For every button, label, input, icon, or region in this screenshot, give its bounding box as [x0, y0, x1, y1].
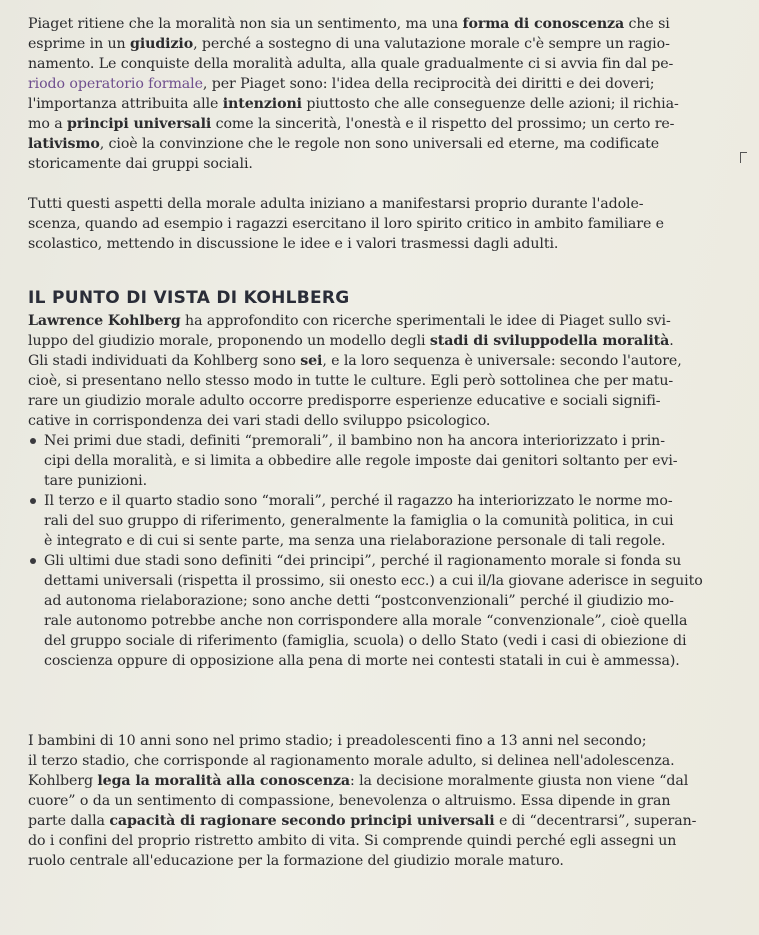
text-line: tare punizioni. [44, 473, 147, 489]
text-line: ruolo centrale all'educazione per la formazione del giudizio morale maturo. [28, 853, 564, 869]
text-line: I bambini di 10 anni sono nel primo stadio; i preadolescenti fino a 13 anni nel secondo; [28, 733, 647, 749]
text-line: il terzo stadio, che corrisponde al ragionamento morale adulto, si delinea nell'adolescenza. [28, 753, 675, 769]
text-line: Nei primi due stadi, definiti “premorali”, il bambino non ha ancora interiorizzato i prin- [44, 433, 665, 449]
text-line: Il terzo e il quarto stadio sono “morali”, perché il ragazzo ha interiorizzato le norme mo- [44, 493, 673, 509]
text-line: do i confini del proprio ristretto ambito di vita. Si comprende quindi perché egli assegni un [28, 833, 677, 849]
stages-bullet-list [28, 431, 753, 671]
text-line: rali del suo gruppo di riferimento, generalmente la famiglia o la comunità politica, in cui [44, 513, 674, 529]
text-line: cuore” o da un sentimento di compassione, benevolenza o altruismo. Essa dipende in gran [28, 793, 671, 809]
bullet-dot-icon [30, 438, 36, 444]
bullet-item [28, 551, 753, 671]
text-line: namento. Le conquiste della moralità adulta, alla quale gradualmente ci si avvia fin dal pe- [28, 56, 674, 72]
text-line: riodo operatorio formale, per Piaget sono: l'idea della reciprocità dei diritti e dei doveri; [28, 76, 655, 92]
text-line: lativismo, cioè la convinzione che le regole non sono universali ed eterne, ma codificate [28, 136, 660, 152]
text-line: rale autonomo potrebbe anche non corrispondere alla morale “convenzionale”, cioè quella [44, 613, 688, 629]
paragraph-adolescence [28, 194, 753, 254]
text-line: ad autonoma rielaborazione; sono anche detti “postconvenzionali” perché il giudizio mo- [44, 593, 674, 609]
paragraph-piaget-morality [28, 14, 753, 174]
bullet-dot-icon [30, 498, 36, 504]
text-line: dettami universali (rispetta il prossimo, sii onesto ecc.) a cui il/la giovane aderisce in seguito [44, 573, 703, 589]
paragraph-kohlberg-stages [28, 311, 753, 431]
text-line: mo a principi universali come la sincerità, l'onestà e il rispetto del prossimo; un certo re- [28, 116, 675, 132]
text-line: parte dalla capacità di ragionare secondo principi universali e di “decentrarsi”, superan- [28, 813, 697, 829]
text-line: Gli ultimi due stadi sono definiti “dei principi”, perché il ragionamento morale si fonda su [44, 553, 682, 569]
text-line: Kohlberg lega la moralità alla conoscenza: la decisione moralmente giusta non viene “dal [28, 773, 689, 789]
text-line: coscienza oppure di opposizione alla pena di morte nei contesti statali in cui è ammessa). [44, 653, 680, 669]
text-line: l'importanza attribuita alle intenzioni piuttosto che alle conseguenze delle azioni; il richia- [28, 96, 679, 112]
text-line: rare un giudizio morale adulto occorre predisporre esperienze educative e sociali signifi- [28, 393, 661, 409]
text-line: storicamente dai gruppi sociali. [28, 156, 253, 172]
text-line: luppo del giudizio morale, proponendo un modello degli stadi di sviluppodella moralità. [28, 333, 674, 349]
text-line: cative in corrispondenza dei vari stadi dello sviluppo psicologico. [28, 413, 491, 429]
text-line: Piaget ritiene che la moralità non sia un sentimento, ma una forma di conoscenza che si [28, 16, 670, 32]
text-line: esprime in un giudizio, perché a sostegno di una valutazione morale c'è sempre un ragio- [28, 36, 670, 52]
margin-mark [740, 152, 747, 163]
text-line: scolastico, mettendo in discussione le idee e i valori trasmessi dagli adulti. [28, 236, 559, 252]
bullet-dot-icon [30, 558, 36, 564]
bullet-item [28, 491, 753, 551]
paragraph-conclusion [28, 731, 753, 871]
text-line: è integrato e di cui si sente parte, ma senza una rielaborazione personale di tali regole. [44, 533, 666, 549]
text-line: del gruppo sociale di riferimento (famiglia, scuola) o dello Stato (vedi i casi di obiezione di [44, 633, 687, 649]
bullet-item [28, 431, 753, 491]
text-line: Tutti questi aspetti della morale adulta iniziano a manifestarsi proprio durante l'adole- [28, 196, 644, 212]
text-line: Gli stadi individuati da Kohlberg sono sei, e la loro sequenza è universale: secondo l'autore, [28, 353, 682, 369]
section-heading-kohlberg: IL PUNTO DI VISTA DI KOHLBERG [28, 288, 350, 308]
text-line: scenza, quando ad esempio i ragazzi esercitano il loro spirito critico in ambito familiare e [28, 216, 664, 232]
text-line: cipi della moralità, e si limita a obbedire alle regole imposte dai genitori soltanto per evi- [44, 453, 678, 469]
text-line: Lawrence Kohlberg ha approfondito con ricerche sperimentali le idee di Piaget sullo svi- [28, 313, 671, 329]
text-line: cioè, si presentano nello stesso modo in tutte le culture. Egli però sottolinea che per matu- [28, 373, 674, 389]
